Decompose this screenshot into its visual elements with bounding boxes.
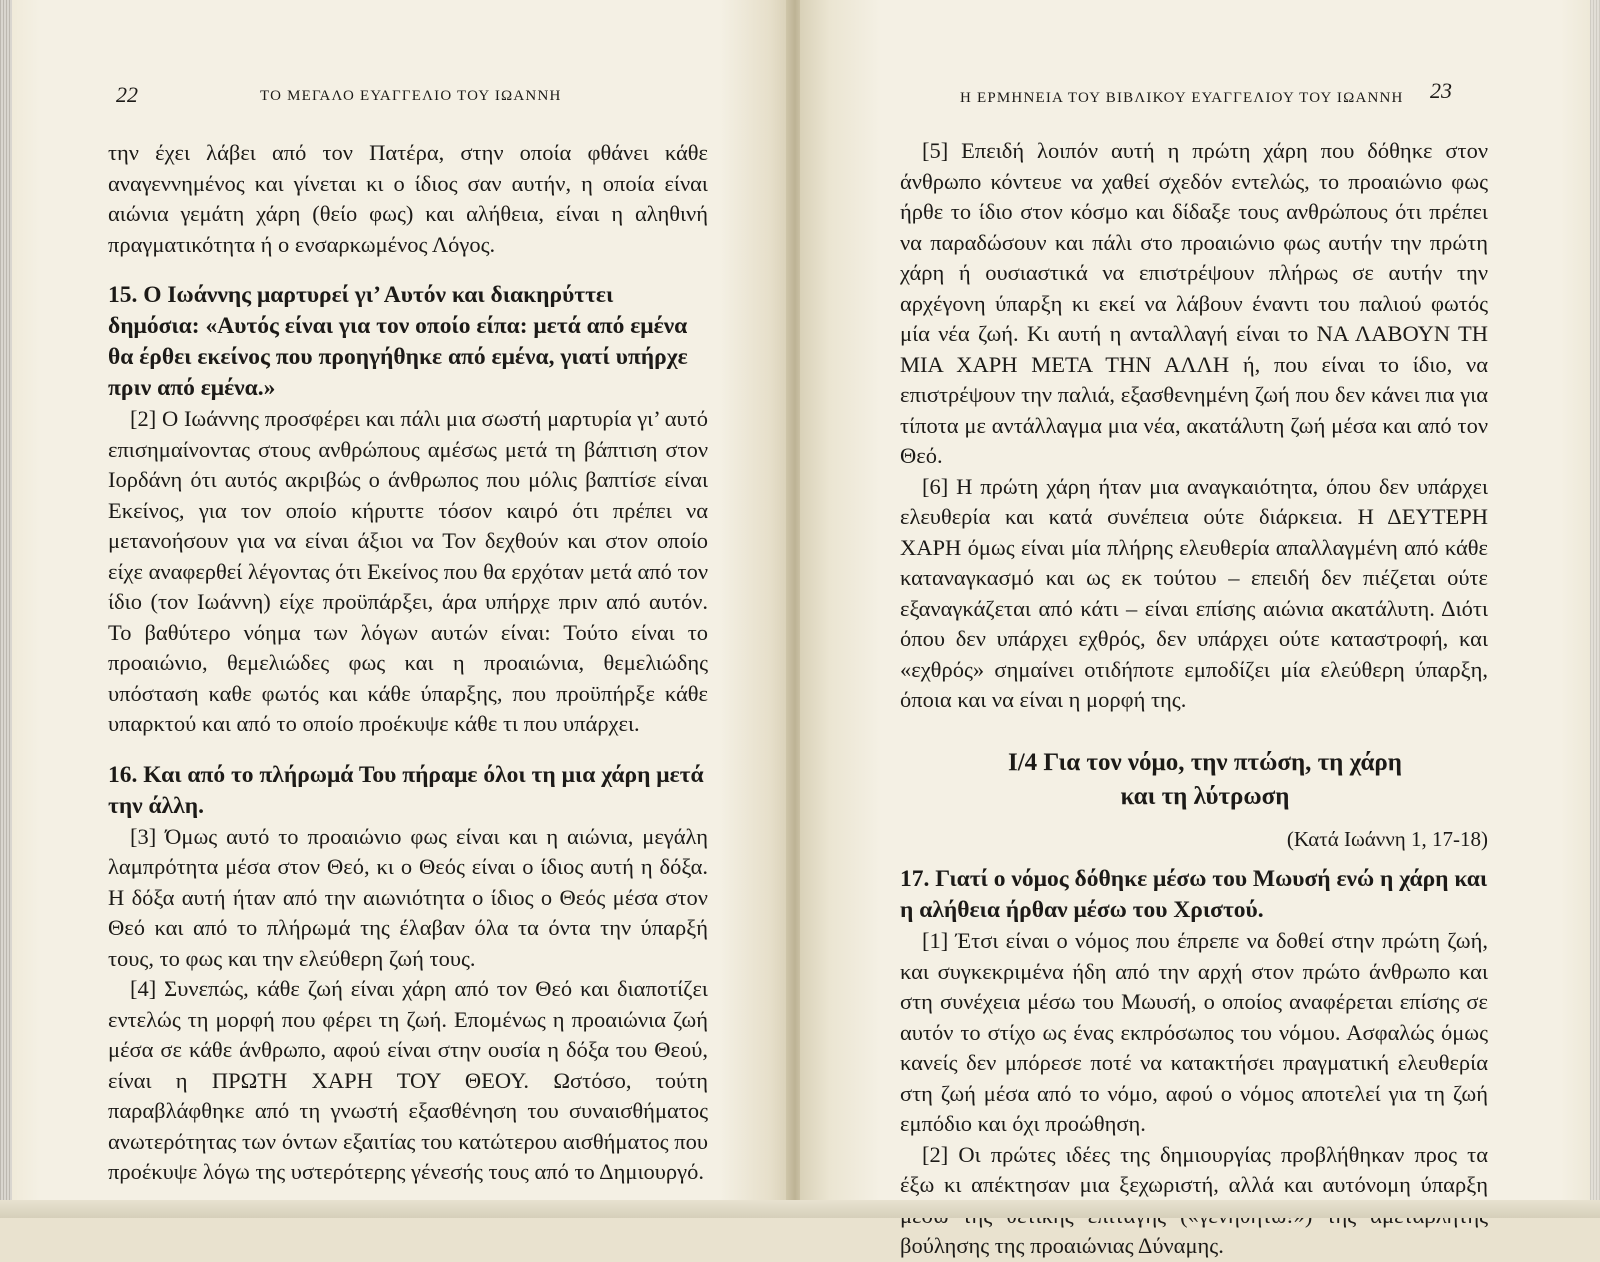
page-number-left: 22 bbox=[116, 82, 138, 107]
paragraph-17-2: [2] Οι πρώτες ιδέες της δημιουργίας προβλήθηκαν προς τα έξω κι απέκτησαν μια ξεχωριστή, αλλά και αυτόνομη ύπαρξη βούλησης της προαιώνιας Δύναμης. bbox=[900, 1141, 1488, 1258]
right-text-block bbox=[900, 136, 1488, 1262]
chapter-title-line2: και τη λύτρωση bbox=[1120, 782, 1290, 810]
verse-heading-15: 15. Ο Ιωάννης μαρτυρεί γι’ Αυτόν και διακηρύττει δημόσια: «Αυτός είναι για τον οποίο είπα: μετά από εμένα θα έρθει εκείνος που προηγήθηκε από εμένα, γιατί υπήρχε πριν από εμένα.» bbox=[108, 282, 688, 401]
left-page bbox=[0, 0, 790, 1218]
paragraph-17-1: [1] Έτσι είναι ο νόμος που έπρεπε να δοθεί στην πρώτη ζωή, και συγκεκριμένα ήδη από την αρχή στον πρώτο άνθρωπο και στη συνέχεια μέσω του Μωυσή, ο οποίος αναφέρεται επίσης σε αυτόν το στίχο ως ένας εκπρόσωπος του νόμου. Ασφαλώς όμως κανείς δεν μπόρεσε ποτέ να κατακτήσει πραγματική ελευθερία στη ζωή μέσα από το νόμο, αφού ο νόμος αποτελεί για τη ζωή εμπόδιο και όχι προώθηση. bbox=[900, 928, 1488, 1136]
right-page bbox=[800, 0, 1600, 1258]
left-text-block bbox=[108, 138, 708, 1188]
verse-heading-16: 16. Και από το πλήρωμά Του πήραμε όλοι τη μια χάρη μετά την άλλη. bbox=[108, 761, 704, 819]
page-bottom-edge bbox=[0, 1200, 1600, 1218]
paragraph-16-4: [4] Συνεπώς, κάθε ζωή είναι χάρη από τον Θεό και διαποτίζει εντελώς τη μορφή που φέρει τη ζωή. Επομένως η προαιώνια ζωή μέσα σε κάθε άνθρωπο, αφού είναι στην ουσία η δόξα του Θεού, είναι η ΠΡΩΤΗ ΧΑΡΗ ΤΟΥ ΘΕΟΥ. Ωστόσο, τούτη παραβλάφθηκε από τη γνωστή εξασθένηση του συναισθήματος ανωτερότητας των όντων εξαιτίας του κατώτερου αισθήματος που προέκυψε λόγω της υστερότερης γένεσής τους από το Δημιουργό. bbox=[108, 976, 708, 1184]
paragraph-15-2: [2] Ο Ιωάννης προσφέρει και πάλι μια σωστή μαρτυρία γι’ αυτό επισημαίνοντας στους ανθρώπους αμέσως μετά τη βάπτιση στον Ιορδάνη ότι αυτός ακριβώς ο άνθρωπος που μόλις βαπτίσε είναι Εκείνος, για τον οποίο κήρυττε τόσον καιρό ότι πρέπει να μετανοήσουν για να είναι άξιοι να Τον δεχθούν και στον οποίο είχε αναφερθεί λέγοντας ότι Εκείνος που θα ερχόταν μετά από τον ίδιο (τον Ιωάννη) είχε προϋπάρξει, άρα υπήρχε πριν από αυτόν. Το βαθύτερο νόημα των λόγων αυτών είναι: Τούτο είναι το προαιώνιο, θεμελιώδες φως και η προαιώνια, θεμελιώδης υπόσταση καθε φωτός και κάθε ύπαρξης, που προϋπήρξε κάθε υπαρκτού και από το οποίο προέκυψε κάθε τι που υπάρχει. bbox=[108, 406, 708, 736]
paragraph-6: [6] Η πρώτη χάρη ήταν μια αναγκαιότητα, όπου δεν υπάρχει ελευθερία και κατά συνέπεια ούτε διάρκεια. Η ΔΕΥΤΕΡΗ ΧΑΡΗ όμως είναι μία πλήρης ελευθερία απαλλαγμένη από κάθε καταναγκασμό και ως εκ τούτου – επειδή δεν πιέζεται ούτε εξαναγκάζεται από κάτι – είναι επίσης αιώνια ακατάλυτη. Διότι όπου δεν υπάρχει εχθρός, δεν υπάρχει ούτε καταστροφή, και «εχθρός» σημαίνει οτιδήποτε εμποδίζει μία ελεύθερη ύπαρξη, όποια και να είναι η μορφή της. bbox=[900, 473, 1488, 712]
page-edge-right bbox=[1590, 0, 1600, 1218]
paragraph-16-3: [3] Όμως αυτό το προαιώνιο φως είναι και η αιώνια, μεγάλη λαμπρότητα μέσα στον Θεό, κι ο Θεός είναι ο ίδιος αυτή η δόξα. Η δόξα αυτή ήταν από την αιωνιότητα ο ίδιος ο Θεός μέσα στον Θεό και από το πλήρωμά της έλαβαν όλα τα όντα την ύπαρξή τους, το φως και την ελεύθερη ζωή τους. bbox=[108, 823, 708, 971]
chapter-reference: (Κατά Ιωάννη 1, 17-18) bbox=[1286, 826, 1488, 851]
verse-heading-17: 17. Γιατί ο νόμος δόθηκε μέσω του Μωυσή ενώ η χάρη και η αλήθεια ήρθαν μέσω του Χριστού. bbox=[900, 866, 1488, 923]
running-head-right: Η ΕΡΜΗΝΕΙΑ ΤΟΥ ΒΙΒΛΙΚΟΥ ΕΥΑΓΓΕΛΙΟΥ ΤΟΥ ΙΩΑΝΝΗ bbox=[960, 90, 1404, 106]
chapter-title-line1: Ι/4 Για τον νόμο, την πτώση, τη χάρη bbox=[1008, 748, 1402, 776]
page-edge-left bbox=[0, 0, 12, 1218]
running-head-left: ΤΟ ΜΕΓΑΛΟ ΕΥΑΓΓΕΛΙΟ ΤΟΥ ΙΩΑΝΝΗ bbox=[260, 88, 562, 104]
paragraph-intro: την έχει λάβει από τον Πατέρα, στην οποία φθάνει κάθε αναγεννημένος και γίνεται κι ο ίδιος σαν αυτήν, η οποία είναι αιώνια γεμάτη χάρη (θείο φως) και αλήθεια, είναι η αληθινή πραγματικότητα ή ο ενσαρκωμένος Λόγος. bbox=[108, 140, 708, 257]
paragraph-5: [5] Επειδή λοιπόν αυτή η πρώτη χάρη που δόθηκε στον άνθρωπο κόντευε να χαθεί σχεδόν εντελώς, το προαιώνιο φως ήρθε το ίδιο στον κόσμο και δίδαξε τους ανθρώπους ότι πρέπει να παραδώσουν και πάλι στο προαιώνιο φως αυτήν την πρώτη χάρη ή ουσιαστικά να επιστρέψουν πλήρως σε αυτήν την αρχέγονη ύπαρξη κι εκεί να λάβουν έναντι του παλιού φωτός μία νέα ζωή. Κι αυτή η ανταλλαγή είναι το ΝΑ ΛΑΒΟΥΝ ΤΗ ΜΙΑ ΧΑΡΗ ΜΕΤΑ ΤΗΝ ΑΛΛΗ ή, που είναι το ίδιο, να επιστρέψουν την παλιά, εξασθενημένη ζωή που δεν κάνει πια για τίποτα με αντάλλαγμα μια νέα, ακατάλυτη ζωή μέσα και από τον Θεό. bbox=[900, 138, 1488, 468]
page-number-right: 23 bbox=[1430, 78, 1452, 103]
